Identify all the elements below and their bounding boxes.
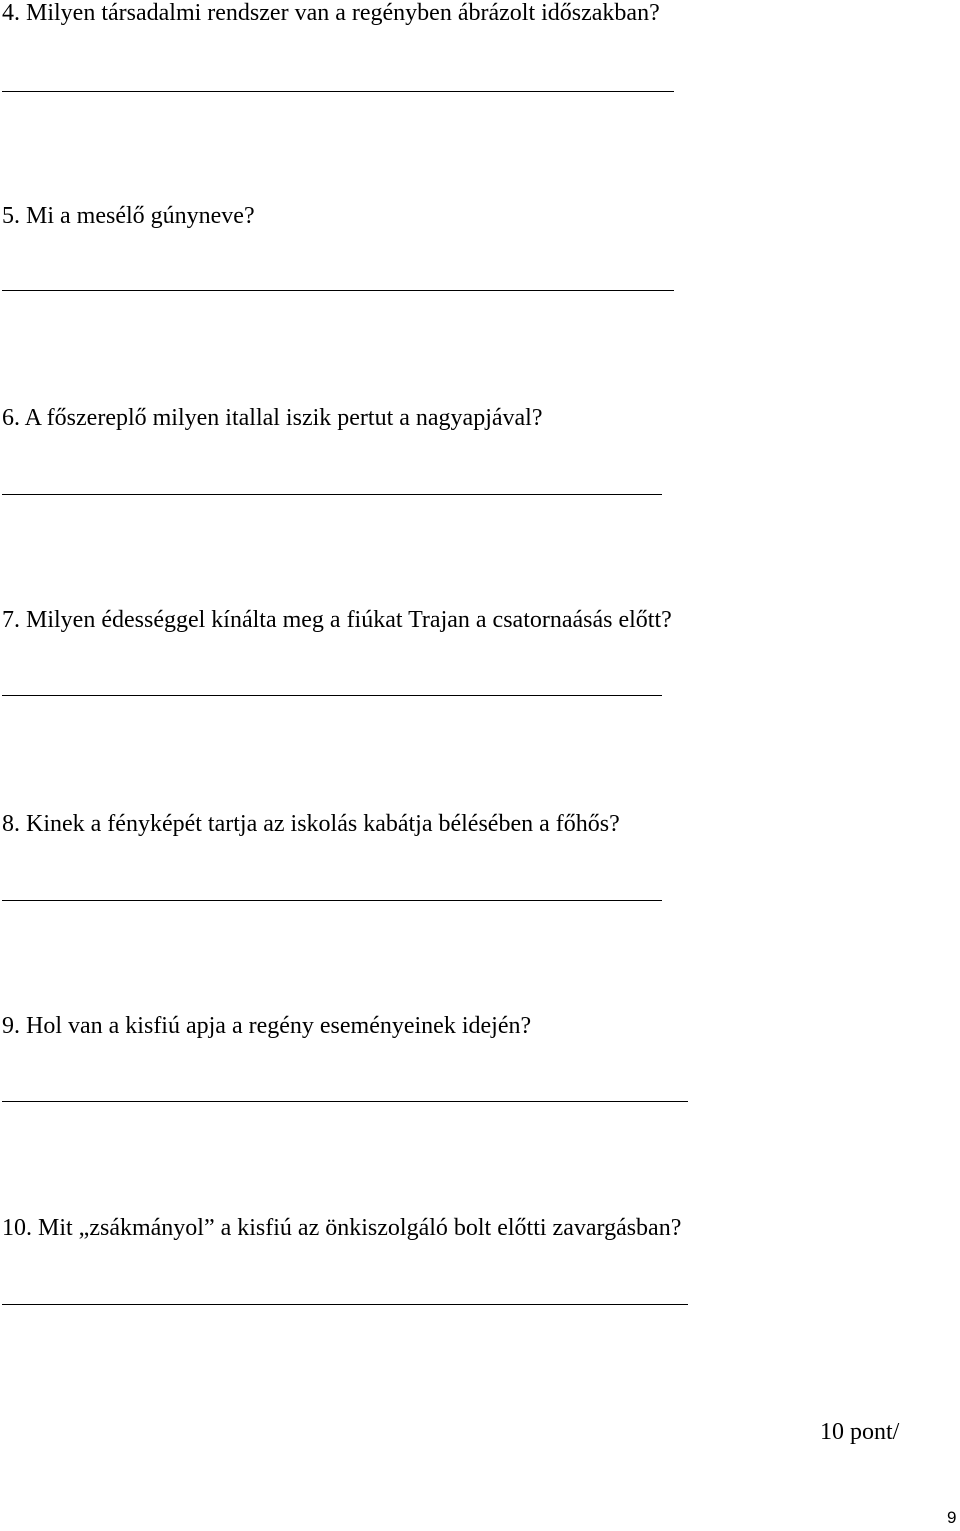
answer-line-10[interactable] (2, 1304, 688, 1305)
question-7: 7. Milyen édességgel kínálta meg a fiúkat Trajan a csatornaásás előtt? (2, 607, 672, 633)
question-6: 6. A főszereplő milyen itallal iszik pertut a nagyapjával? (2, 405, 543, 431)
answer-line-6[interactable] (2, 494, 662, 495)
answer-line-7[interactable] (2, 695, 662, 696)
question-9: 9. Hol van a kisfiú apja a regény eseményeinek idején? (2, 1013, 532, 1039)
score-label: 10 pont/ (820, 1419, 900, 1445)
question-4: 4. Milyen társadalmi rendszer van a regényben ábrázolt időszakban? (2, 0, 660, 26)
answer-line-8[interactable] (2, 900, 662, 901)
question-10: 10. Mit „zsákmányol” a kisfiú az önkiszolgáló bolt előtti zavargásban? (2, 1215, 682, 1241)
question-5: 5. Mi a mesélő gúnyneve? (2, 203, 255, 229)
answer-line-5[interactable] (2, 290, 674, 291)
question-8: 8. Kinek a fényképét tartja az iskolás kabátja bélésében a főhős? (2, 811, 620, 837)
page-number: 9 (947, 1508, 957, 1527)
answer-line-4[interactable] (2, 91, 674, 92)
answer-line-9[interactable] (2, 1101, 688, 1102)
